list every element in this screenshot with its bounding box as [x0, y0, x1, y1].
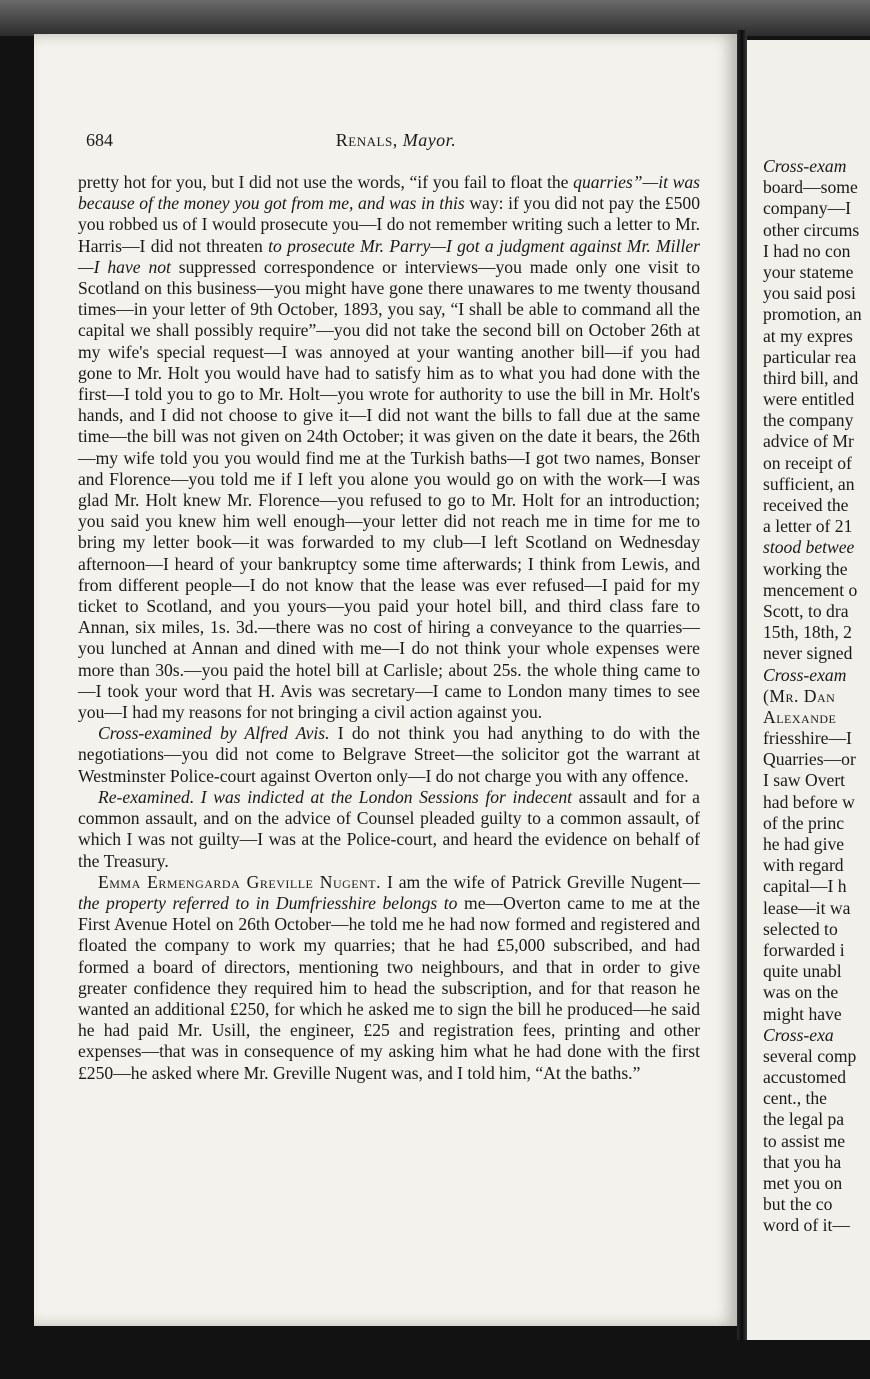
right-page-line: had before w — [763, 791, 855, 812]
text-segment: me—Overton came to me at the First Avenue Hotel on 26th October—he told me he had now formed and registered and floated the company to work my quarries; that he had £5,000 subscribed, and had formed a board of directors, mentioning two neighbours, and that in order to give greater confidence they required him to head the subscription, and for that reason he wanted an additional £250, for which he asked me to sign the bill he produced—he said he had paid Mr. Usill, the engineer, £25 and registration fees, printing and other expenses—that was in consequence of my asking him what he had done with the first £250—he asked where Mr. Greville Nugent was, and I told him, “At the baths.” — [78, 892, 700, 1083]
text-segment: Emma Ermengarda Greville Nugent. — [98, 871, 382, 892]
right-page-line: capital—I h — [763, 876, 847, 897]
right-page-line: with regard — [763, 855, 844, 876]
right-page-line: Cross-exam — [763, 156, 847, 176]
right-page-line: your stateme — [763, 261, 854, 282]
text-segment: I am the wife of Patrick Greville Nugent— — [381, 871, 700, 892]
right-page-line: to assist me — [763, 1130, 846, 1151]
right-page-line: that you ha — [763, 1151, 842, 1172]
text-segment: Cross-examined by Alfred Avis. — [98, 723, 330, 744]
right-page-line: he had give — [763, 834, 845, 854]
right-page-line: promotion, an — [763, 304, 862, 325]
right-page-line: met you on — [763, 1173, 843, 1193]
right-page-line: 15th, 18th, 2 — [763, 622, 852, 643]
main-text-body — [78, 172, 700, 1084]
text-segment: way: if you did not pay the £500 you robbed us of I would prosecute you—I do not remember writing such a letter to Mr. Harris—I did not threaten — [78, 193, 700, 256]
right-page-line: you said posi — [763, 283, 856, 304]
running-head — [86, 130, 706, 156]
right-page-line: I had no con — [763, 240, 851, 261]
right-page-line: Alexande — [763, 706, 837, 727]
right-page-line: the legal pa — [763, 1109, 845, 1130]
right-page-line: working the — [763, 558, 848, 579]
right-page-line: of the princ — [763, 812, 845, 833]
right-page-line: lease—it wa — [763, 897, 851, 918]
right-page-line: Quarries—or — [763, 749, 856, 770]
right-page-line: at my expres — [763, 325, 853, 346]
text-segment: assault and for a common assault, and on the advice of Counsel pleaded guilty to a common assault, of which I was not guilty—I was at the Police-court, and heard the evidence on behalf of the Treasury. — [78, 786, 700, 871]
right-page-line: a letter of 21 — [763, 516, 853, 537]
right-page-line: I saw Overt — [763, 770, 846, 791]
paragraph-p3 — [78, 787, 700, 872]
right-page-line: selected to — [763, 918, 838, 939]
text-segment: I do not think you had anything to do with the negotiations—you did not come to Belgrave Street—the solicitor got the warrant at Westminster Police-court against Overton only—I do not charge you with any offence. — [78, 723, 700, 786]
right-page-line: advice of Mr — [763, 431, 854, 452]
right-page-line: the company — [763, 410, 854, 431]
right-page-line: word of it— — [763, 1215, 850, 1236]
text-segment: Re-examined. I was indicted at the London Sessions for indecent — [98, 786, 573, 807]
text-segment: pretty hot for you, but I did not use the words, “if you fail to float the — [78, 172, 574, 192]
right-page-line: was on the — [763, 982, 839, 1003]
right-page-line: received the — [763, 495, 849, 515]
running-title — [86, 130, 706, 151]
right-page-line: Cross-exam — [763, 664, 847, 685]
right-page-line: accustomed — [763, 1067, 847, 1088]
right-page-line: might have — [763, 1003, 842, 1024]
right-page-line: mencement o — [763, 579, 858, 600]
text-segment: suppressed correspondence or interviews—you made only one visit to Scotland on this business—you might have gone there unawares to me twenty thousand times—in your letter of 9th October, 1893, you say, “I shall be able to command all the capital we shall possibly require”—you did not take the second bill on October 26th at my wife's special request—I was annoyed at your wanting another bill—if you had gone to Mr. Holt you would have had to satisfy him as to what you had done with the first—I told you to go to Mr. Holt—you wrote for authority to use the bill in Mr. Holt's hands, and I did not choose to give it—I did not want the bills to fall due at the same time—the bill was not given on 24th October; it was given on the date it bears, the 26th—my wife told you you would find me at the Turkish baths—I got two names, Bonser and Florence—you told me if I left you alone you would go on with the work—I was glad Mr. Holt knew Mr. Florence—you refused to go to Mr. Holt for an introduction; you said you knew him well enough—your letter did not reach me in time for me to bring my letter book—it was forwarded to my club—I left Scotland on Wednesday afternoon—I heard of your bankruptcy some time afterwards; I think from Lewis, and from different people—I do not know that the lease was ever refused—I paid for my ticket to Scotland, and you yours—you paid your hotel bill, and third class fare to Annan, six miles, 1s. 3d.—there was no cost of hiring a conveyance to the quarries—you lunched at Annan and dined with me—I do not think your whole expenses were more than 30s.—you paid the hotel bill at Carlisle; about 25s. the whole thing came to—I took your word that H. Avis was secretary—I came to London many times to see you—I had my reasons for not bringing a civil action against you. — [78, 256, 700, 723]
text-segment: to prosecute Mr. Parry—I got a judgment against Mr. Miller—I have not — [78, 235, 700, 277]
right-page-line: were entitled — [763, 389, 855, 410]
right-page-fragment — [747, 40, 870, 1340]
running-title-role: Mayor. — [402, 130, 457, 150]
right-page-line: Scott, to dra — [763, 600, 849, 621]
right-page-line: stood betwee — [763, 537, 855, 558]
text-segment: quarries”—it was because of the money you got from me, and was in this — [78, 172, 700, 214]
right-page-text — [763, 156, 870, 1237]
page-number: 684 — [86, 130, 113, 150]
right-page-line: company—I — [763, 198, 851, 219]
right-page-line: third bill, and — [763, 367, 859, 388]
right-page-line: particular rea — [763, 346, 857, 367]
right-page-line: cent., the — [763, 1088, 827, 1109]
paragraph-p2 — [78, 723, 700, 787]
running-title-name: Renals, — [335, 130, 398, 150]
paragraph-p1 — [78, 172, 700, 723]
right-page-line: several comp — [763, 1045, 857, 1066]
right-page-line: on receipt of — [763, 452, 852, 473]
right-page-line: forwarded i — [763, 939, 845, 960]
right-page-line: friesshire—I — [763, 728, 852, 749]
right-page-line: Cross-exa — [763, 1024, 834, 1045]
right-page-line: sufficient, an — [763, 473, 855, 494]
right-page-line: board—some — [763, 177, 858, 198]
text-segment: the property referred to in Dumfriesshire belongs to — [78, 892, 458, 913]
right-page-line: but the co — [763, 1194, 833, 1215]
paragraph-p4 — [78, 872, 700, 1084]
book-gutter — [737, 30, 747, 1340]
right-page-line: never signed — [763, 643, 853, 664]
right-page-line: other circums — [763, 219, 860, 240]
right-page-line: (Mr. Dan — [763, 685, 836, 706]
right-page-line: quite unabl — [763, 961, 842, 982]
